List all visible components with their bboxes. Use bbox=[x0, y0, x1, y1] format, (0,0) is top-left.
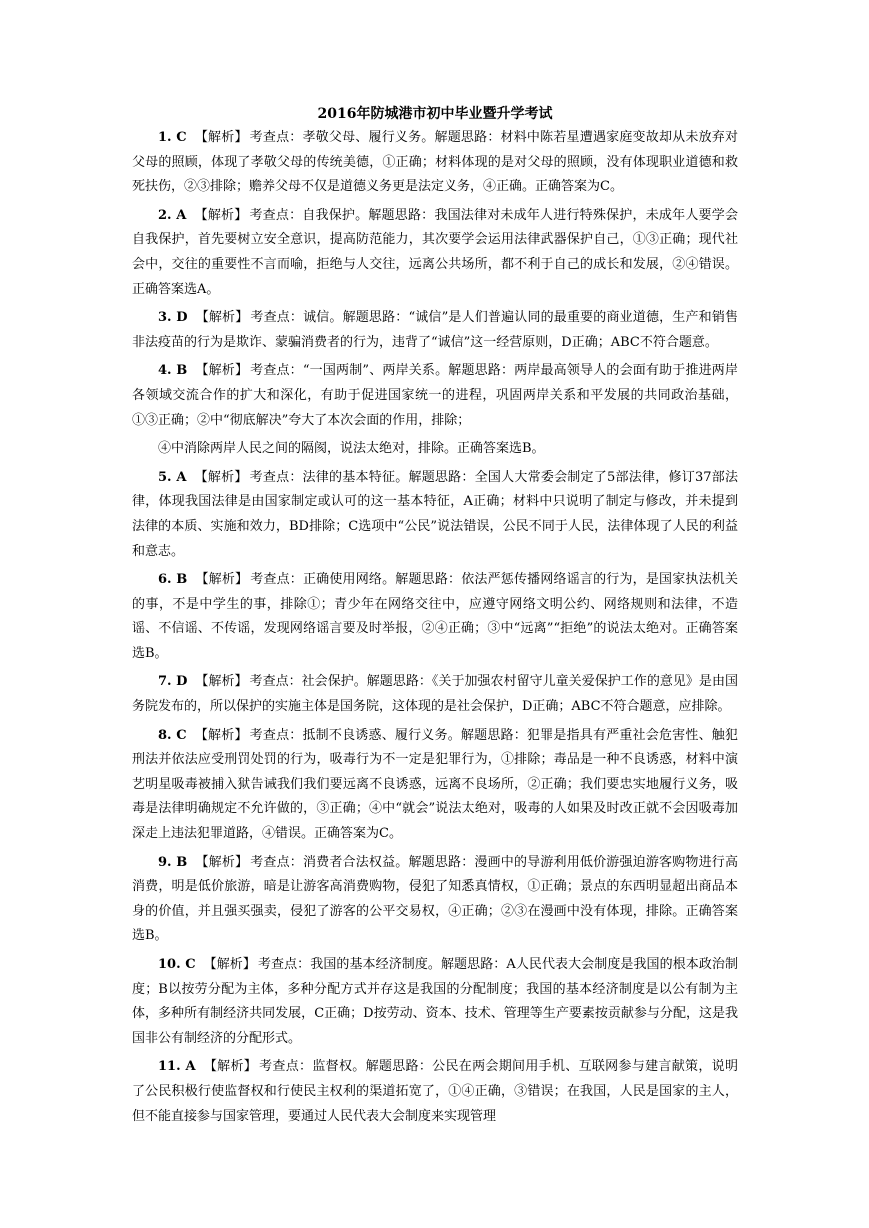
answer-number: 10. C bbox=[158, 957, 196, 972]
answer-item bbox=[132, 306, 738, 355]
analysis-tag: 【解析】 bbox=[195, 572, 249, 588]
analysis-tag: 【解析】 bbox=[194, 130, 248, 145]
analysis-text: 考查点：“一国两制”、两岸关系。解题思路：两岸最高领导人的会面有助于推进两岸各领域交流合作的扩大和深化，有助于促进国家统一的进程，巩固两岸关系和平发展的共同政治基础，①③正确；②中“彻底解决”夸大了本次会面的作用，排除； bbox=[132, 363, 738, 428]
analysis-tag: 【解析】 bbox=[194, 207, 248, 223]
answer-number: 9. B bbox=[158, 854, 188, 870]
analysis-text: 考查点：监督权。解题思路：公民在两会期间用手机、互联网参与建言献策，说明了公民积极行使监督权和行使民主权利的渠道拓宽了，①④正确，③错误；在我国，人民是国家的主人，但不能直接参与国家管理，要通过人民代表大会制度来实现管理 bbox=[132, 1059, 738, 1124]
analysis-text: 考查点：孝敬父母、履行义务。解题思路：材料中陈若星遭遇家庭变故却从未放弃对父母的照顾，体现了孝敬父母的传统美德，①正确；材料体现的是对父母的照顾，没有体现职业道德和救死扶伤，②③排除；赡养父母不仅是道德义务更是法定义务，④正确。正确答案为C。 bbox=[132, 130, 738, 195]
analysis-tag: 【解析】 bbox=[195, 363, 249, 379]
analysis-continuation: ④中消除两岸人民之间的隔阂，说法太绝对，排除。正确答案选B。 bbox=[158, 441, 545, 457]
document-title: 2016年防城港市初中毕业暨升学考试 bbox=[317, 106, 553, 122]
analysis-tag: 【解析】 bbox=[194, 727, 248, 743]
answer-item bbox=[132, 466, 738, 564]
analysis-tag: 【解析】 bbox=[203, 1059, 258, 1075]
answer-number: 4. B bbox=[158, 363, 188, 379]
document-page bbox=[132, 104, 738, 1133]
answer-item bbox=[132, 724, 738, 847]
analysis-text: 考查点：自我保护。解题思路：我国法律对未成年人进行特殊保护，未成年人要学会自我保护，首先要树立安全意识，提高防范能力，其次要学会运用法律武器保护自己，①③正确；现代社会中，交往的重要性不言而喻，拒绝与人交往，远离公共场所，都不利于自己的成长和发展，②④错误。正确答案选A。 bbox=[132, 207, 738, 297]
answer-number: 7. D bbox=[158, 674, 188, 690]
answer-item bbox=[132, 126, 738, 200]
answer-item bbox=[132, 359, 738, 433]
analysis-tag: 【解析】 bbox=[195, 310, 249, 326]
answer-number: 2. A bbox=[158, 207, 187, 223]
analysis-tag: 【解析】 bbox=[195, 854, 249, 870]
answer-item bbox=[132, 204, 738, 302]
answer-item bbox=[132, 953, 738, 1051]
answer-number: 8. C bbox=[158, 727, 187, 743]
analysis-text: 考查点：消费者合法权益。解题思路：漫画中的导游利用低价游强迫游客购物进行高消费，明是低价旅游，暗是让游客高消费购物，侵犯了知悉真情权，①正确；景点的东西明显超出商品本身的价值，并且强买强卖，侵犯了游客的公平交易权，④正确；②③在漫画中没有体现，排除。正确答案选B。 bbox=[132, 854, 738, 944]
answer-number: 11. A bbox=[158, 1059, 196, 1075]
answer-item bbox=[132, 1055, 738, 1129]
analysis-text: 考查点：诚信。解题思路：“诚信”是人们普遍认同的最重要的商业道德，生产和销售非法疫苗的行为是欺诈、蒙骗消费者的行为，违背了“诚信”这一经营原则，D正确；ABC不符合题意。 bbox=[132, 310, 738, 350]
answer-list bbox=[132, 126, 738, 1129]
analysis-text: 考查点：正确使用网络。解题思路：依法严惩传播网络谣言的行为，是国家执法机关的事，不是中学生的事，排除①；青少年在网络交往中，应遵守网络文明公约、网络规则和法律，不造谣、不信谣、不传谣，发现网络谣言要及时举报，②④正确；③中“远离”“拒绝”的说法太绝对。正确答案选B。 bbox=[132, 572, 738, 661]
analysis-tag: 【解析】 bbox=[203, 957, 256, 972]
analysis-tag: 【解析】 bbox=[194, 469, 248, 485]
answer-number: 1. C bbox=[158, 130, 187, 145]
answer-item bbox=[132, 851, 738, 949]
answer-number: 6. B bbox=[158, 572, 188, 588]
analysis-text: 考查点：我国的基本经济制度。解题思路：A人民代表大会制度是我国的根本政治制度；B以按劳分配为主体，多种分配方式并存这是我国的分配制度；我国的基本经济制度是以公有制为主体，多种所有制经济共同发展，C正确；D按劳动、资本、技术、管理等生产要素按贡献参与分配，这是我国非公有制经济的分配形式。 bbox=[132, 957, 738, 1046]
analysis-text: 考查点：法律的基本特征。解题思路：全国人大常委会制定了5部法律，修订37部法律，体现我国法律是由国家制定或认可的这一基本特征，A正确；材料中只说明了制定与修改，并未提到法律的本质、实施和效力，BD排除；C选项中“公民”说法错误，公民不同于人民，法律体现了人民的利益和意志。 bbox=[132, 469, 738, 559]
answer-item bbox=[132, 568, 738, 666]
analysis-text: 考查点：抵制不良诱惑、履行义务。解题思路：犯罪是指具有严重社会危害性、触犯刑法并依法应受刑罚处罚的行为，吸毒行为不一定是犯罪行为，①排除；毒品是一种不良诱惑，材料中演艺明星吸毒被捕入狱告诫我们我们要远离不良诱惑，远离不良场所，②正确；我们要忠实地履行义务，吸毒是法律明确规定不允许做的，③正确；④中“就会”说法太绝对，吸毒的人如果及时改正就不会因吸毒加深走上违法犯罪道路，④错误。正确答案为C。 bbox=[132, 727, 738, 842]
analysis-tag: 【解析】 bbox=[195, 674, 248, 690]
answer-number: 5. A bbox=[158, 469, 187, 485]
analysis-text: 考查点：社会保护。解题思路：《关于加强农村留守儿童关爱保护工作的意见》是由国务院发布的，所以保护的实施主体是国务院，这体现的是社会保护，D正确；ABC不符合题意，应排除。 bbox=[132, 674, 738, 715]
answer-item bbox=[132, 670, 738, 719]
answer-number: 3. D bbox=[158, 310, 188, 326]
